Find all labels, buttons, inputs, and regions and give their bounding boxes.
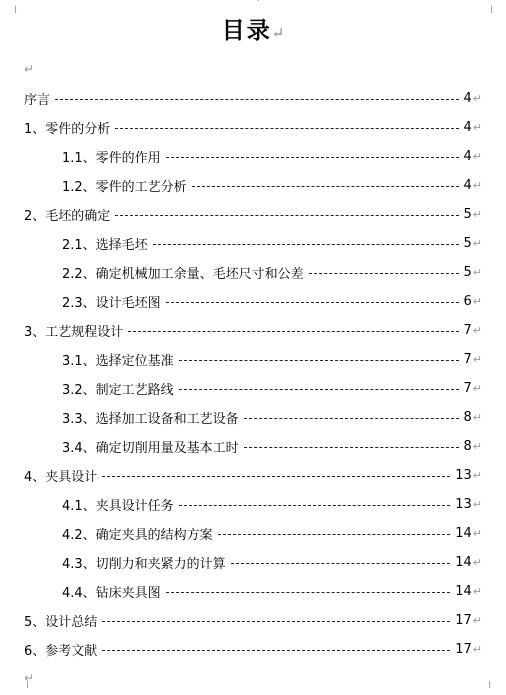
toc-dot-leader [309,272,459,274]
paragraph-mark-icon: ↵ [472,497,482,511]
toc-entry[interactable] [62,348,482,370]
toc-entry[interactable] [62,290,482,312]
toc-dot-leader [218,533,451,535]
paragraph-mark-icon: ↵ [472,149,482,163]
paragraph-mark-icon: ↵ [472,120,482,134]
toc-entry-page-number: 4 [463,177,472,193]
toc-dot-leader [231,562,451,564]
toc-entry-text: 4、夹具设计 [24,469,98,485]
margin-corner-mark-top: ˅ [256,0,261,9]
toc-entry-text: 3.2、制定工艺路线 [62,382,174,398]
toc-entry[interactable] [24,87,482,109]
toc-title-text: 目录 [221,17,272,44]
toc-entry-page-number: 7 [463,322,472,338]
toc-entry[interactable] [24,319,482,341]
toc-entry[interactable] [62,261,482,283]
paragraph-mark-icon: ↵ [472,381,482,395]
toc-dot-leader [102,649,450,651]
toc-entry-text: 2.1、选择毛坯 [62,237,148,253]
toc-entry[interactable] [62,377,482,399]
toc-entry-page-number: 5 [463,206,472,222]
toc-entry-text: 2、毛坯的确定 [24,208,111,224]
toc-entry-page-number: 4 [463,90,472,106]
toc-entry-text: 4.4、钻床夹具图 [62,585,161,601]
paragraph-mark-icon: ↵ [472,91,482,105]
toc-entry-page-number: 8 [463,438,472,454]
toc-dot-leader [166,591,451,593]
toc-dot-leader [244,417,459,419]
empty-paragraph-mark-icon: ↵ [24,62,35,76]
paragraph-mark-icon: ↵ [472,178,482,192]
toc-entry-text: 1.2、零件的工艺分析 [62,179,187,195]
paragraph-mark-icon: ↵ [472,265,482,279]
toc-entry-page-number: 4 [463,148,472,164]
toc-entry-text: 5、设计总结 [24,614,98,630]
toc-entry[interactable] [62,522,482,544]
toc-dot-leader [153,243,459,245]
toc-dot-leader [179,504,451,506]
toc-dot-leader [179,359,459,361]
toc-entry-page-number: 13 [455,467,472,483]
toc-dot-leader [166,156,459,158]
toc-entry[interactable] [62,551,482,573]
toc-entry-text: 3、工艺规程设计 [24,324,124,340]
trailing-paragraph-mark-icon: ↵ [24,671,35,685]
toc-entry-text: 1、零件的分析 [24,121,111,137]
toc-entry[interactable] [62,174,482,196]
toc-entry-text: 序言 [24,92,51,108]
toc-entry[interactable] [62,580,482,602]
paragraph-mark-icon: ↵ [472,236,482,250]
toc-entry-page-number: 5 [463,264,472,280]
toc-dot-leader [192,185,459,187]
paragraph-mark-icon: ↵ [472,468,482,482]
paragraph-mark-icon: ↵ [472,207,482,221]
toc-entry-page-number: 6 [463,293,472,309]
paragraph-mark-icon: ↵ [472,613,482,627]
toc-entry-text: 4.2、确定夹具的结构方案 [62,527,213,543]
toc-entry-page-number: 4 [463,119,472,135]
toc-entry[interactable] [24,638,482,660]
toc-entry-text: 2.2、确定机械加工余量、毛坯尺寸和公差 [62,266,304,282]
toc-entry-text: 4.3、切削力和夹紧力的计算 [62,556,226,572]
paragraph-mark-icon: ↵ [271,24,285,42]
toc-entry[interactable] [62,493,482,515]
margin-corner-mark-bottom-left: ╵ [24,681,32,695]
toc-entry-text: 3.3、选择加工设备和工艺设备 [62,411,239,427]
toc-entry-page-number: 17 [455,641,472,657]
toc-entry-page-number: 14 [455,583,472,599]
paragraph-mark-icon: ↵ [472,584,482,598]
toc-entry-text: 1.1、零件的作用 [62,150,161,166]
paragraph-mark-icon: ↵ [472,294,482,308]
toc-entry[interactable] [62,145,482,167]
toc-entry[interactable] [24,609,482,631]
toc-entry[interactable] [24,464,482,486]
paragraph-mark-icon: ↵ [472,642,482,656]
toc-entry[interactable] [62,232,482,254]
paragraph-mark-icon: ↵ [472,410,482,424]
toc-dot-leader [55,98,458,100]
toc-dot-leader [102,620,450,622]
toc-entry-page-number: 13 [455,496,472,512]
toc-entry-page-number: 14 [455,554,472,570]
toc-entry-page-number: 14 [455,525,472,541]
toc-entry[interactable] [24,203,482,225]
toc-entry-text: 3.1、选择定位基准 [62,353,174,369]
toc-dot-leader [128,330,458,332]
toc-dot-leader [244,446,459,448]
toc-entry-text: 4.1、夹具设计任务 [62,498,174,514]
toc-entry-page-number: 8 [463,409,472,425]
toc-title [0,14,506,50]
toc-entry-page-number: 7 [463,380,472,396]
toc-entry-text: 6、参考文献 [24,643,98,659]
margin-corner-mark-left: ╷ [12,0,20,13]
toc-entry[interactable] [62,406,482,428]
margin-corner-mark-right: ╷ [488,0,496,13]
toc-dot-leader [179,388,459,390]
toc-dot-leader [102,475,450,477]
toc-entry-page-number: 7 [463,351,472,367]
margin-corner-mark-bottom-right: ╵ [486,681,494,695]
paragraph-mark-icon: ↵ [472,323,482,337]
toc-dot-leader [115,214,458,216]
toc-dot-leader [115,127,458,129]
toc-entry-text: 2.3、设计毛坯图 [62,295,161,311]
toc-entry[interactable] [62,435,482,457]
paragraph-mark-icon: ↵ [472,352,482,366]
toc-entry-page-number: 5 [463,235,472,251]
paragraph-mark-icon: ↵ [472,526,482,540]
toc-entry-text: 3.4、确定切削用量及基本工时 [62,440,239,456]
toc-entry[interactable] [24,116,482,138]
paragraph-mark-icon: ↵ [472,555,482,569]
toc-dot-leader [166,301,459,303]
paragraph-mark-icon: ↵ [472,439,482,453]
toc-entry-page-number: 17 [455,612,472,628]
